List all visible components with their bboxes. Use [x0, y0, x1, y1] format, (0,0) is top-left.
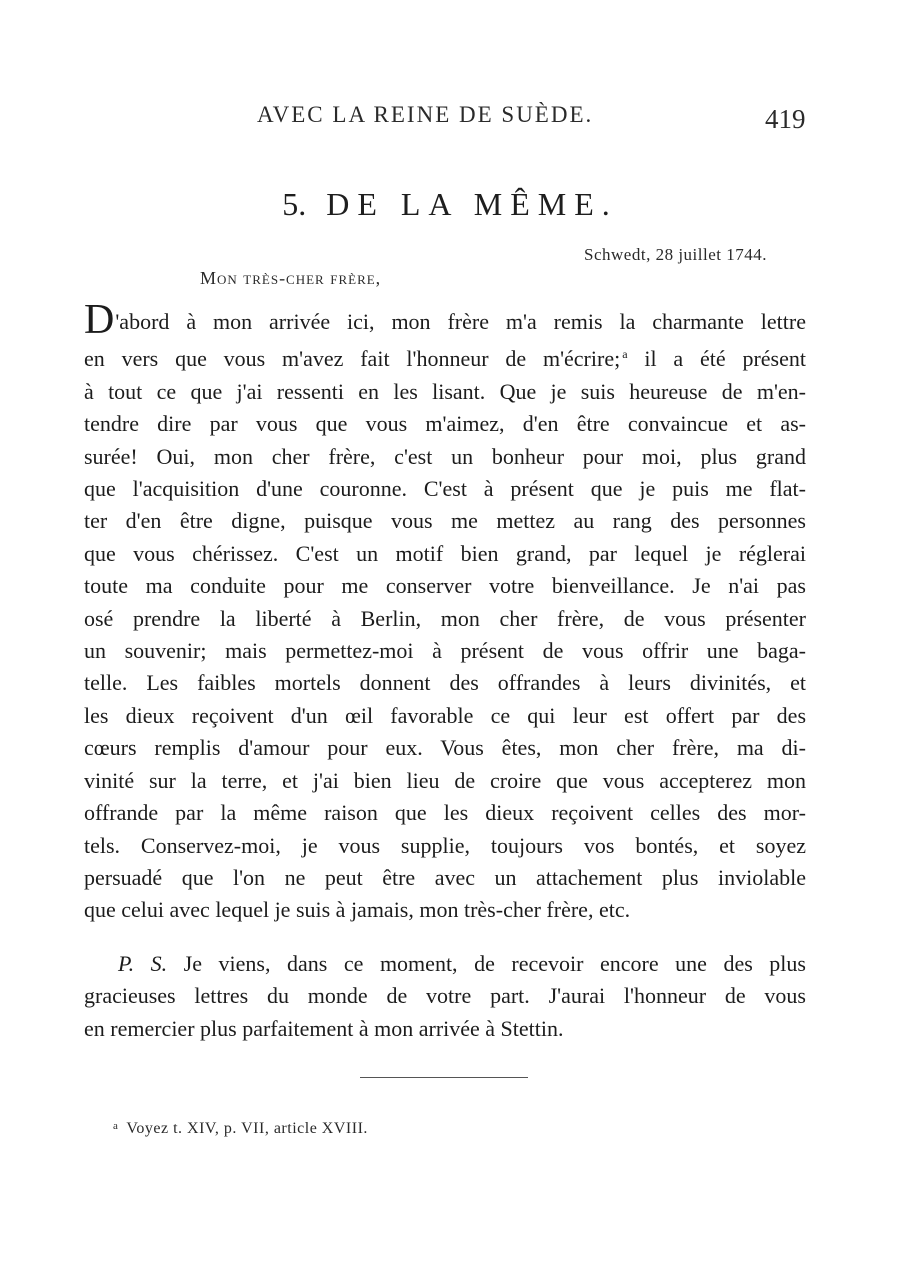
postscript-label: P. S. [118, 951, 168, 976]
dateline: Schwedt, 28 juillet 1744. [584, 245, 767, 264]
body-line: un souvenir; mais permettez-moi à présent de vous offrir une baga- [84, 638, 806, 664]
body-line: que vous chérissez. C'est un motif bien grand, par lequel je réglerai [84, 540, 806, 566]
postscript-line: P. S. Je viens, dans ce moment, de recevoir encore une des plus [118, 951, 806, 976]
footnote-divider [360, 1077, 528, 1078]
body-line: toute ma conduite pour me conserver votre bienveillance. Je n'ai pas [84, 573, 806, 599]
running-title: AVEC LA REINE DE SUÈDE. [257, 102, 594, 127]
postscript [84, 948, 806, 1045]
footnote [113, 1120, 368, 1138]
body-line: vinité sur la terre, et j'ai bien lieu de croire que vous accepterez mon [84, 767, 806, 793]
letter-title: DE LA MÊME. [326, 186, 618, 222]
salutation: Mon très-cher frère, [200, 268, 382, 288]
letter-heading [0, 186, 900, 223]
page-number: 419 [765, 104, 806, 134]
footnote-text: Voyez t. XIV, p. VII, article XVIII. [126, 1120, 368, 1137]
body-line: surée! Oui, mon cher frère, c'est un bonheur pour moi, plus grand [84, 443, 806, 469]
letter-body [84, 297, 806, 927]
running-head [0, 102, 900, 142]
drop-cap: D [84, 297, 115, 343]
body-line: cœurs remplis d'amour pour eux. Vous êtes, mon cher frère, ma di- [84, 735, 806, 761]
body-line: osé prendre la liberté à Berlin, mon cher frère, de vous présenter [84, 605, 806, 631]
footnote-marker: a [113, 1120, 119, 1132]
body-line: tendre dire par vous que vous m'aimez, d'en être convaincue et as- [84, 411, 806, 437]
postscript-line: gracieuses lettres du monde de votre part. J'aurai l'honneur de vous [84, 983, 806, 1009]
letter-number: 5. [282, 186, 307, 222]
body-line: que l'acquisition d'une couronne. C'est à présent que je puis me flat- [84, 476, 806, 502]
body-line: offrande par la même raison que les dieux reçoivent celles des mor- [84, 800, 806, 826]
body-line: en vers que vous m'avez fait l'honneur de m'écrire; $^a$ il a été présent [84, 346, 806, 372]
body-line: tels. Conservez-moi, je vous supplie, toujours vos bontés, et soyez [84, 832, 806, 858]
body-line: que celui avec lequel je suis à jamais, mon très-cher frère, etc. [84, 897, 631, 923]
body-line: les dieux reçoivent d'un œil favorable ce qui leur est offert par des [84, 702, 806, 728]
body-line: D'abord à mon arrivée ici, mon frère m'a remis la charmante lettre [84, 297, 806, 343]
footnote-reference: a [622, 347, 628, 362]
postscript-line: en remercier plus parfaitement à mon arrivée à Stettin. [84, 1015, 564, 1041]
body-line: à tout ce que j'ai ressenti en les lisant. Que je suis heureuse de m'en- [84, 378, 806, 404]
body-line: persuadé que l'on ne peut être avec un attachement plus inviolable [84, 864, 806, 890]
body-line: ter d'en être digne, puisque vous me mettez au rang des personnes [84, 508, 806, 534]
body-line: telle. Les faibles mortels donnent des offrandes à leurs divinités, et [84, 670, 806, 696]
